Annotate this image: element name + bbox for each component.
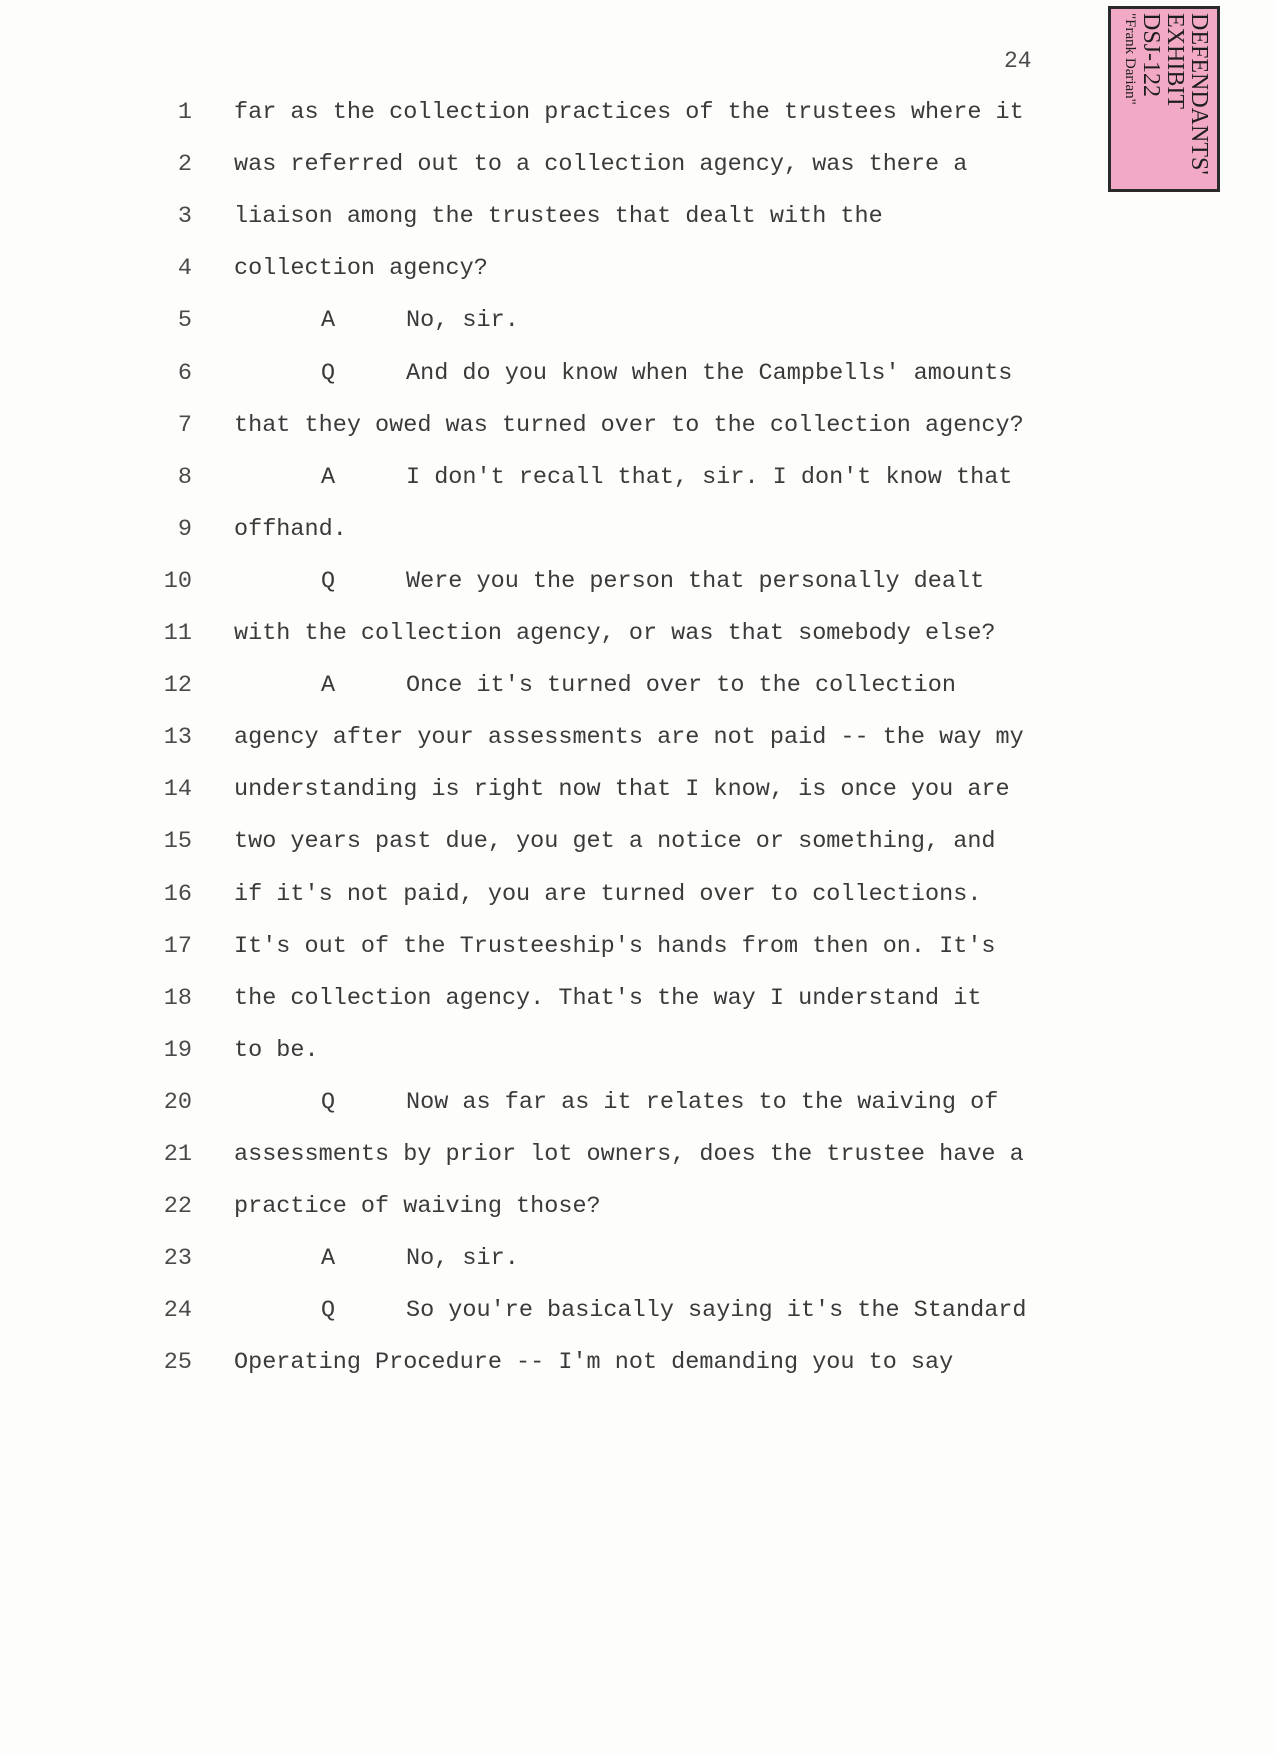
line-text: And do you know when the Campbells' amounts [406, 359, 1013, 387]
line-number: 12 [163, 672, 192, 700]
line-text: practice of waiving those? [234, 1193, 601, 1221]
line-text: collection agency? [234, 255, 488, 283]
transcript-line [0, 202, 1100, 232]
transcript-line [0, 463, 1100, 493]
transcript-line [0, 932, 1100, 962]
line-text: Now as far as it relates to the waiving of [406, 1088, 999, 1116]
speaker-label: Q [321, 1088, 336, 1116]
transcript-line [0, 359, 1100, 389]
transcript-line [0, 567, 1100, 597]
line-number: 6 [177, 359, 192, 387]
transcript-line [0, 1140, 1100, 1170]
exhibit-stamp-line: DSJ-122 [1138, 13, 1164, 98]
line-text: It's out of the Trusteeship's hands from then on. It's [234, 932, 996, 960]
transcript-line [0, 515, 1100, 545]
transcript-line [0, 723, 1100, 753]
line-text: two years past due, you get a notice or something, and [234, 828, 996, 856]
line-text: So you're basically saying it's the Standard [406, 1297, 1027, 1325]
line-number: 15 [163, 828, 192, 856]
speaker-label: Q [321, 359, 336, 387]
line-text: No, sir. [406, 1245, 519, 1273]
speaker-label: A [321, 672, 336, 700]
line-text: the collection agency. That's the way I understand it [234, 984, 982, 1012]
line-text: if it's not paid, you are turned over to collections. [234, 880, 982, 908]
transcript-line [0, 1192, 1100, 1222]
line-text: liaison among the trustees that dealt with the [234, 203, 883, 231]
transcript-line [0, 98, 1100, 128]
line-text: far as the collection practices of the trustees where it [234, 99, 1024, 126]
exhibit-stamp-line: DEFENDANTS' [1186, 13, 1212, 175]
line-number: 18 [163, 984, 192, 1012]
line-number: 25 [163, 1349, 192, 1377]
line-text: Operating Procedure -- I'm not demanding you to say [234, 1349, 954, 1377]
transcript-line [0, 254, 1100, 284]
line-number: 14 [163, 776, 192, 804]
line-text: understanding is right now that I know, is once you are [234, 776, 1010, 804]
transcript-line [0, 827, 1100, 857]
line-number: 11 [163, 620, 192, 647]
line-text: Once it's turned over to the collection [406, 672, 956, 700]
speaker-label: Q [321, 1297, 336, 1325]
transcript-line [0, 1296, 1100, 1326]
line-number: 13 [163, 724, 192, 752]
line-text: No, sir. [406, 307, 519, 335]
transcript-line [0, 984, 1100, 1014]
line-text: to be. [234, 1036, 319, 1064]
line-text: Were you the person that personally dealt [406, 567, 985, 595]
transcript-line [0, 411, 1100, 441]
speaker-label: A [321, 1245, 336, 1273]
transcript-line [0, 880, 1100, 910]
transcript-line [0, 619, 1100, 649]
line-number: 16 [163, 880, 192, 908]
line-number: 17 [163, 932, 192, 960]
line-number: 20 [163, 1088, 192, 1116]
transcript-line [0, 671, 1100, 701]
transcript-line [0, 306, 1100, 336]
speaker-label: A [321, 307, 336, 335]
line-number: 19 [163, 1036, 192, 1064]
transcript-line [0, 1244, 1100, 1274]
line-text: agency after your assessments are not paid -- the way my [234, 724, 1024, 752]
transcript-line [0, 1088, 1100, 1118]
transcript-line [0, 1348, 1100, 1378]
transcript-line [0, 1036, 1100, 1066]
line-text: I don't recall that, sir. I don't know that [406, 463, 1013, 491]
transcript-line [0, 775, 1100, 805]
line-text: offhand. [234, 515, 347, 543]
speaker-label: Q [321, 567, 336, 595]
speaker-label: A [321, 463, 336, 491]
line-number: 5 [177, 307, 192, 335]
line-number: 10 [163, 567, 192, 595]
line-text: that they owed was turned over to the collection agency? [234, 411, 1024, 439]
exhibit-stamp-witness: "Frank Darian" [1122, 13, 1138, 105]
line-text: with the collection agency, or was that somebody else? [234, 620, 996, 647]
line-text: was referred out to a collection agency, was there a [234, 151, 968, 179]
line-number: 8 [177, 463, 192, 491]
exhibit-stamp [1108, 6, 1220, 192]
line-number: 1 [177, 99, 192, 126]
page-number: 24 [1004, 48, 1032, 74]
line-text: assessments by prior lot owners, does the trustee have a [234, 1141, 1024, 1168]
line-number: 4 [177, 255, 192, 283]
line-number: 23 [163, 1245, 192, 1273]
line-number: 7 [177, 411, 192, 439]
line-number: 9 [177, 515, 192, 543]
line-number: 2 [177, 151, 192, 179]
line-number: 24 [163, 1297, 192, 1325]
line-number: 22 [163, 1193, 192, 1221]
exhibit-stamp-line: EXHIBIT [1162, 13, 1188, 109]
line-number: 3 [177, 203, 192, 231]
exhibit-stamp-text [1121, 13, 1211, 189]
line-number: 21 [163, 1141, 192, 1168]
transcript-line [0, 150, 1100, 180]
